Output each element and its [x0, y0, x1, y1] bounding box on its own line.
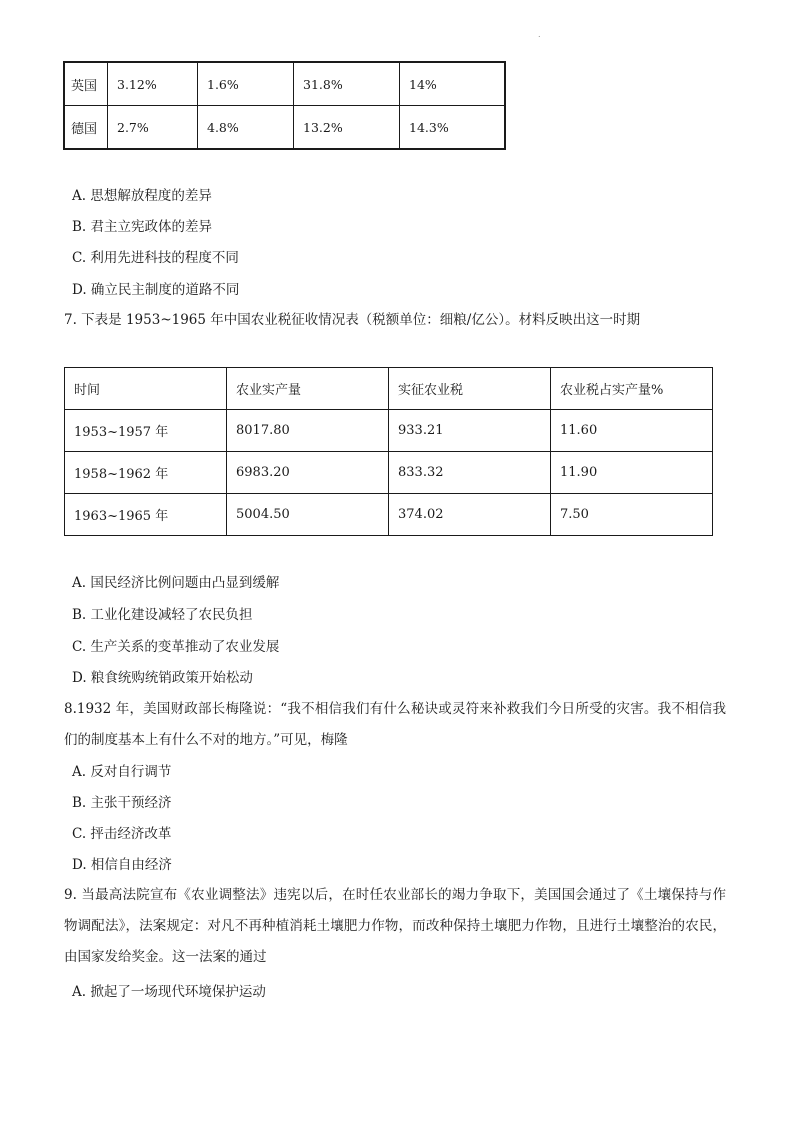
table-row	[64, 62, 505, 106]
q6-option-a: A. 思想解放程度的差异	[72, 188, 212, 204]
table-cell: 英国	[64, 62, 108, 106]
table-cell: 2.7%	[108, 106, 198, 150]
table-cell: 14.3%	[400, 106, 506, 150]
table-cell: 德国	[64, 106, 108, 150]
table-header-row	[65, 368, 713, 410]
q7-option-c: C. 生产关系的变革推动了农业发展	[72, 639, 280, 655]
table-cell: 933.21	[389, 410, 551, 452]
q8-stem: 8.1932 年，美国财政部长梅隆说：“我不相信我们有什么秘诀或灵符来补救我们今日所受的灾害。我不相信我们的制度基本上有什么不对的地方。”可见，梅隆	[64, 701, 726, 748]
table-cell: 1.6%	[198, 62, 294, 106]
table-cell: 5004.50	[227, 494, 389, 536]
corner-dot: .	[538, 30, 541, 39]
country-data-table	[63, 61, 506, 150]
table-cell: 7.50	[551, 494, 713, 536]
table-cell: 31.8%	[294, 62, 400, 106]
table-row	[64, 106, 505, 150]
table-cell: 6983.20	[227, 452, 389, 494]
table-row	[65, 452, 713, 494]
q6-option-c: C. 利用先进科技的程度不同	[72, 250, 239, 266]
q7-option-b: B. 工业化建设减轻了农民负担	[72, 607, 253, 623]
table-row	[65, 410, 713, 452]
q7-option-d: D. 粮食统购统销政策开始松动	[72, 670, 253, 686]
q7-stem: 7. 下表是 1953~1965 年中国农业税征收情况表（税额单位：细粮/亿公）。材料反映出这一时期	[64, 312, 641, 328]
q8-option-d: D. 相信自由经济	[72, 857, 172, 873]
q6-option-b: B. 君主立宪政体的差异	[72, 219, 213, 235]
q8-option-c: C. 抨击经济改革	[72, 826, 172, 842]
table-cell: 4.8%	[198, 106, 294, 150]
table-header-cell: 农业税占实产量%	[551, 368, 713, 410]
q9-option-a: A. 掀起了一场现代环境保护运动	[72, 984, 266, 1000]
table-header-cell: 农业实产量	[227, 368, 389, 410]
q7-option-a: A. 国民经济比例问题由凸显到缓解	[72, 575, 280, 591]
q9-stem: 9. 当最高法院宣布《农业调整法》违宪以后，在时任农业部长的竭力争取下，美国国会通过了《土壤保持与作物调配法》，法案规定：对凡不再种植消耗土壤肥力作物，而改种保持土壤肥力作物，且进行土壤整治的农民，由国家发给奖金。这一法案的通过	[64, 887, 726, 965]
q8-option-b: B. 主张干预经济	[72, 795, 172, 811]
agricultural-tax-table	[64, 367, 713, 536]
q8-option-a: A. 反对自行调节	[72, 764, 172, 780]
table-cell: 3.12%	[108, 62, 198, 106]
table-cell: 11.90	[551, 452, 713, 494]
table-cell: 1963~1965 年	[65, 494, 227, 536]
table-cell: 8017.80	[227, 410, 389, 452]
table-cell: 14%	[400, 62, 506, 106]
table-cell: 11.60	[551, 410, 713, 452]
table-cell: 1958~1962 年	[65, 452, 227, 494]
table-cell: 13.2%	[294, 106, 400, 150]
table-cell: 1953~1957 年	[65, 410, 227, 452]
table-header-cell: 时间	[65, 368, 227, 410]
q6-option-d: D. 确立民主制度的道路不同	[72, 282, 240, 298]
table-cell: 833.32	[389, 452, 551, 494]
table-header-cell: 实征农业税	[389, 368, 551, 410]
table-row	[65, 494, 713, 536]
table-cell: 374.02	[389, 494, 551, 536]
